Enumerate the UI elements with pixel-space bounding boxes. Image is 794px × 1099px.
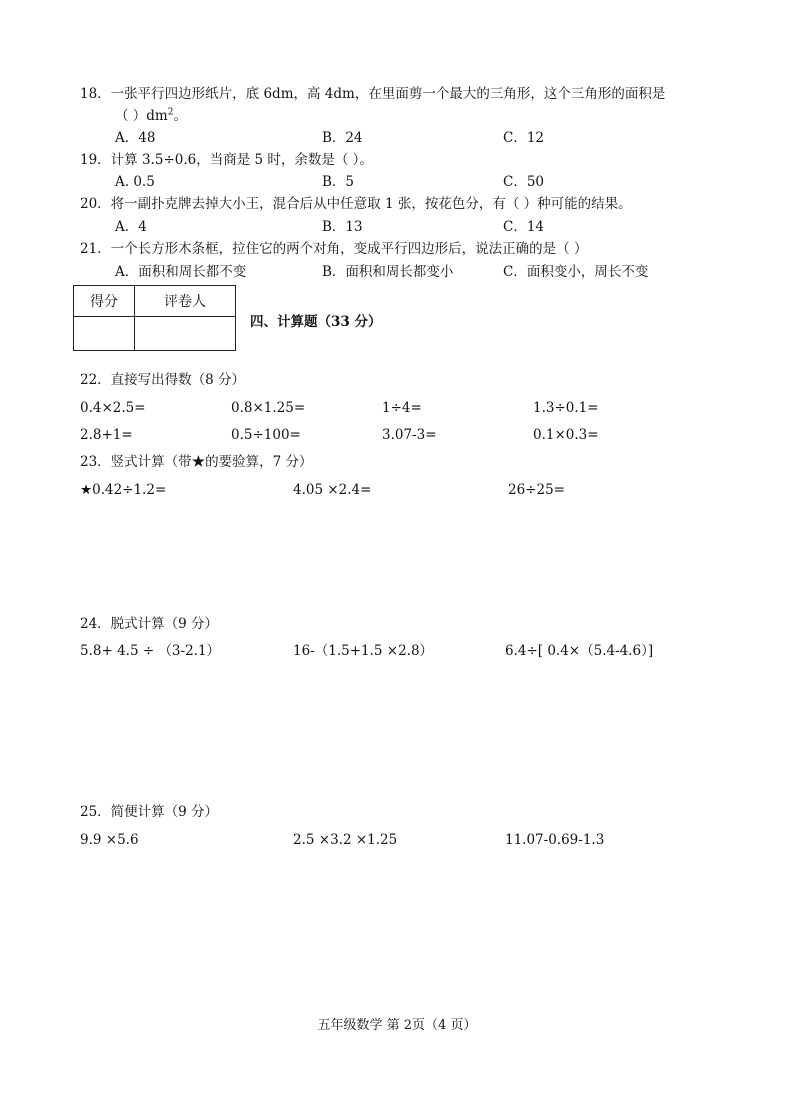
q25-item: 9.9 ×5.6 — [80, 832, 139, 848]
q20-option-c: C．14 — [503, 219, 545, 235]
score-table — [73, 285, 236, 351]
q23-item: 26÷25= — [508, 482, 565, 498]
grader-header: 评卷人 — [135, 286, 236, 317]
q25-title: 25．简便计算（9 分） — [80, 804, 219, 820]
q23-item: ★0.42÷1.2= — [80, 482, 167, 498]
q19-option-b: B．5 — [322, 174, 355, 190]
grader-cell[interactable] — [135, 317, 236, 351]
score-cell[interactable] — [74, 317, 135, 351]
q22-item: 0.4×2.5= — [80, 400, 146, 416]
q20-option-a: A．4 — [115, 219, 147, 235]
q20-option-b: B．13 — [322, 219, 363, 235]
q22-item: 0.5÷100= — [231, 427, 301, 443]
q21-option-a: A．面积和周长都不变 — [115, 264, 247, 280]
q22-item: 0.1×0.3= — [533, 427, 599, 443]
section-title: 四、计算题（33 分） — [250, 314, 382, 330]
q22-item: 1÷4= — [382, 400, 422, 416]
q24-item: 6.4÷[ 0.4×（5.4-4.6）] — [505, 643, 654, 659]
q21-stem: 21．一个长方形木条框，拉住它的两个对角，变成平行四边形后，说法正确的是（ ） — [80, 241, 588, 257]
q22-item: 1.3÷0.1= — [533, 400, 599, 416]
q18-option-c: C．12 — [503, 130, 545, 146]
q24-title: 24．脱式计算（9 分） — [80, 616, 219, 632]
score-header: 得分 — [74, 286, 135, 317]
q18-answer-blank: （ ）$dm^2$。 — [115, 107, 187, 124]
q21-option-b: B．面积和周长都变小 — [322, 264, 454, 280]
q25-item: 2.5 ×3.2 ×1.25 — [293, 832, 398, 848]
q21-option-c: C．面积变小，周长不变 — [503, 264, 649, 280]
q20-stem: 20．将一副扑克牌去掉大小王，混合后从中任意取 1 张，按花色分，有（ ）种可能的结果。 — [80, 196, 632, 212]
q18-stem: 18．一张平行四边形纸片，底 6dm，高 4dm，在里面剪一个最大的三角形，这个三角形的面积是 — [80, 86, 666, 102]
q23-item: 4.05 ×2.4= — [293, 482, 372, 498]
q22-title: 22．直接写出得数（8 分） — [80, 372, 246, 388]
q24-item: 16-（1.5+1.5 ×2.8） — [293, 643, 434, 659]
q19-option-a: A. 0.5 — [115, 174, 155, 190]
q25-item: 11.07-0.69-1.3 — [505, 832, 605, 848]
q18-option-a: A．48 — [115, 130, 156, 146]
page-footer: 五年级数学 第 2页（4 页） — [317, 1018, 477, 1033]
q23-title: 23．竖式计算（带★的要验算，7 分） — [80, 454, 313, 470]
q24-item: 5.8+ 4.5 ÷ （3-2.1） — [80, 643, 221, 659]
q22-item: 0.8×1.25= — [231, 400, 306, 416]
q22-item: 3.07-3= — [382, 427, 437, 443]
q18-option-b: B．24 — [322, 130, 363, 146]
q22-item: 2.8+1= — [80, 427, 133, 443]
q19-option-c: C．50 — [503, 174, 545, 190]
q19-stem: 19．计算 3.5÷0.6，当商是 5 时，余数是（ ）。 — [80, 152, 373, 168]
